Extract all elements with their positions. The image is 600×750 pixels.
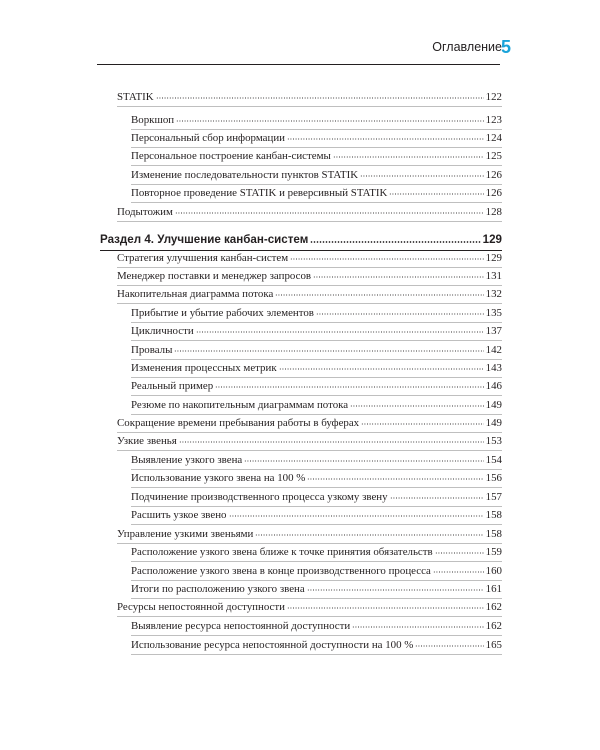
toc-entry-title: Итоги по расположению узкого звена: [131, 583, 305, 595]
toc-entry-page: 143: [485, 362, 502, 374]
toc-entry: [131, 129, 502, 147]
toc-entry-page: 156: [485, 472, 502, 484]
dot-leader: [255, 527, 483, 537]
toc-entry-page: 142: [485, 344, 502, 356]
toc-entry: [131, 506, 502, 524]
entry-divider: [131, 654, 502, 655]
toc-entry: [131, 322, 502, 340]
toc-entry: [131, 359, 502, 377]
toc-entry-page: 159: [485, 546, 502, 558]
toc-entry-page: 161: [485, 583, 502, 595]
toc-entry-title: Провалы: [131, 344, 173, 356]
toc-entry-title: Выявление ресурса непостоянной доступности: [131, 620, 351, 632]
toc-entry-title: Узкие звенья: [117, 435, 177, 447]
toc-entry-title: Персональный сбор информации: [131, 132, 285, 144]
dot-leader: [313, 269, 484, 279]
toc-entry-title: Сокращение времени пребывания работы в буферах: [117, 417, 360, 429]
dot-leader: [307, 582, 484, 592]
dot-leader: [433, 564, 484, 574]
toc-entry: [117, 285, 502, 303]
toc-entry-title: STATIK: [117, 91, 154, 103]
toc-entry-title: Расшить узкое звено: [131, 509, 227, 521]
toc-entry: [131, 580, 502, 598]
toc-entry: [131, 377, 502, 395]
dot-leader: [389, 186, 483, 196]
toc-entry-page: 126: [485, 169, 502, 181]
dot-leader: [175, 205, 484, 215]
toc-entry-title: Персональное построение канбан-системы: [131, 150, 331, 162]
toc-entry-title: Изменения процессных метрик: [131, 362, 277, 374]
dot-leader: [435, 545, 484, 555]
toc-entry: [131, 166, 502, 184]
toc-entry: [131, 451, 502, 469]
toc-entry-page: 154: [485, 454, 502, 466]
toc-entry-page: 129: [485, 252, 502, 264]
toc-entry-page: 122: [485, 91, 502, 103]
dot-leader: [176, 113, 484, 123]
toc-entry-page: 135: [485, 307, 502, 319]
toc-entry-title: Выявление узкого звена: [131, 454, 243, 466]
toc-entry-page: 158: [485, 528, 502, 540]
dot-leader: [215, 379, 483, 389]
dot-leader: [350, 398, 484, 408]
toc-entry-title: Использование узкого звена на 100 %: [131, 472, 306, 484]
toc-entry-page: 158: [485, 509, 502, 521]
toc-entry: [117, 414, 502, 432]
entry-divider: [117, 221, 502, 222]
toc-entry: [131, 636, 502, 654]
toc-entry-title: Расположение узкого звена в конце производственного процесса: [131, 565, 431, 577]
dot-leader: [287, 600, 484, 610]
toc-entry-title: Цикличности: [131, 325, 194, 337]
dot-leader: [287, 131, 484, 141]
toc-entry: [131, 147, 502, 165]
toc-entry-page: 162: [485, 601, 502, 613]
toc-entry-title: Управление узкими звеньями: [117, 528, 254, 540]
dot-leader: [244, 453, 483, 463]
toc-entry: [117, 203, 502, 221]
toc-entry-title: Подчинение производственного процесса узкому звену: [131, 491, 388, 503]
toc-entry-page: 146: [485, 380, 502, 392]
dot-leader: [307, 471, 483, 481]
toc-entry-page: 132: [485, 288, 502, 300]
toc-entry: [117, 432, 502, 450]
toc-entry: [117, 88, 502, 106]
toc-entry-title: Подытожим: [117, 206, 173, 218]
toc-entry-page: 128: [485, 206, 502, 218]
toc-entry-page: 131: [485, 270, 502, 282]
toc-entry-title: Раздел 4. Улучшение канбан-систем: [100, 233, 309, 246]
toc-entry: [131, 488, 502, 506]
toc-entry: [131, 562, 502, 580]
toc-entry-title: Прибытие и убытие рабочих элементов: [131, 307, 314, 319]
toc-entry-title: Накопительная диаграмма потока: [117, 288, 274, 300]
running-title: Оглавление: [432, 40, 502, 54]
toc-entry-title: Изменение последовательности пунктов STATIK: [131, 169, 359, 181]
toc-entry-page: 123: [485, 114, 502, 126]
header-rule: [97, 64, 500, 65]
toc-entry-title: Резюме по накопительным диаграммам потока: [131, 399, 349, 411]
toc-entry: [131, 617, 502, 635]
dot-leader: [290, 251, 483, 261]
dot-leader: [310, 233, 480, 243]
dot-leader: [352, 619, 483, 629]
toc-entry-page: 165: [485, 639, 502, 651]
toc-entry: [117, 525, 502, 543]
toc-entry: [117, 249, 502, 267]
toc-entry-page: 125: [485, 150, 502, 162]
toc-entry: [131, 304, 502, 322]
dot-leader: [360, 168, 484, 178]
dot-leader: [415, 638, 483, 648]
toc-entry: [131, 111, 502, 129]
toc-entry-title: Менеджер поставки и менеджер запросов: [117, 270, 312, 282]
dot-leader: [156, 90, 484, 100]
dot-leader: [229, 508, 484, 518]
dot-leader: [174, 343, 483, 353]
dot-leader: [279, 361, 484, 371]
toc-entry-title: Реальный пример: [131, 380, 214, 392]
toc-entry-page: 126: [485, 187, 502, 199]
toc-section-entry: [100, 231, 502, 249]
toc-entry-page: 137: [485, 325, 502, 337]
dot-leader: [390, 490, 484, 500]
toc-entry-page: 124: [485, 132, 502, 144]
toc-entry: [131, 184, 502, 202]
dot-leader: [196, 324, 484, 334]
toc-entry-page: 153: [485, 435, 502, 447]
toc-entry: [117, 267, 502, 285]
toc-entry-page: 129: [482, 233, 502, 246]
toc-entry-page: 162: [485, 620, 502, 632]
toc-entry: [131, 543, 502, 561]
toc-entry-page: 149: [485, 399, 502, 411]
entry-divider: [117, 106, 502, 107]
toc-entry: [131, 341, 502, 359]
dot-leader: [179, 434, 484, 444]
toc-entry-page: 149: [485, 417, 502, 429]
toc-entry-title: Ресурсы непостоянной доступности: [117, 601, 285, 613]
toc-entry-page: 160: [485, 565, 502, 577]
toc-entry-title: Стратегия улучшения канбан-систем: [117, 252, 289, 264]
toc-entry-title: Использование ресурса непостоянной доступности на 100 %: [131, 639, 414, 651]
dot-leader: [275, 287, 483, 297]
toc-entry-page: 157: [485, 491, 502, 503]
toc-entry: [117, 598, 502, 616]
toc-entry-title: Воркшоп: [131, 114, 175, 126]
toc-entry: [131, 396, 502, 414]
dot-leader: [333, 149, 484, 159]
toc-entry-title: Расположение узкого звена ближе к точке принятия обязательств: [131, 546, 433, 558]
toc-entry-title: Повторное проведение STATIK и реверсивный STATIK: [131, 187, 388, 199]
page-number: 5: [500, 37, 511, 57]
dot-leader: [316, 306, 484, 316]
dot-leader: [361, 416, 484, 426]
toc-entry: [131, 469, 502, 487]
